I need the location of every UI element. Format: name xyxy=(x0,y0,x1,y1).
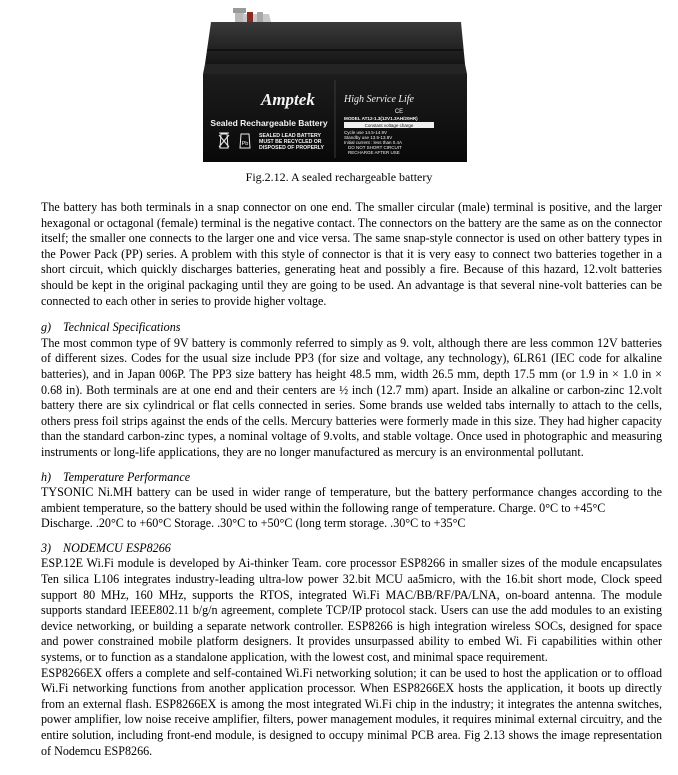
heading-technical-specifications: g) Technical Specifications xyxy=(41,320,181,335)
battery-brand: Amptek xyxy=(261,90,315,109)
battery-figure xyxy=(199,2,470,164)
battery-warning-recharge: RECHARGE AFTER USE xyxy=(348,150,400,155)
battery-top xyxy=(205,22,465,64)
heading-temperature-performance: h) Temperature Performance xyxy=(41,469,191,484)
battery-image xyxy=(199,2,470,164)
battery-label: Sealed Rechargeable Battery xyxy=(210,118,328,128)
battery-standby-use: Standby use 13.5-13.8V xyxy=(344,135,393,140)
battery-cycle-use: Cycle use 14.5-14.9V xyxy=(344,130,388,135)
svg-text:Pb: Pb xyxy=(241,141,249,147)
paragraph-temperature-ranges: Discharge. .20°C to +60°C Storage. .30°C to +50°C (long term storage. .30°C to +35°C xyxy=(41,516,466,531)
figure-caption: Fig.2.12. A sealed rechargeable battery xyxy=(245,170,433,184)
paragraph-esp8266ex: ESP8266EX offers a complete and self-contained Wi.Fi networking solution; it can be used to host the application or to offload Wi.Fi networking functions from another application processor. When ESP8266EX hosts the application, it boots up directly from an external flash. ESP8266EX is among the most integrated Wi.Fi chip in the industry; it integrates the antenna switches, power amplifier, low noise receive amplifier, filters, power management modules, it requires minimal external circuitry, and the entire solution, including front-end module, is designed to occupy minimal PCB area. Fig 2.13 shows the image representation of Nodemcu ESP8266. xyxy=(41,665,662,758)
recycle-text-3: DISPOSED OF PROPERLY xyxy=(259,145,324,151)
document-body xyxy=(41,200,662,759)
recycle-text-2: MUST BE RECYCLED OR xyxy=(259,139,322,145)
battery-model: MODEL AT12-1.3(12V1.3AH/20HR) xyxy=(344,116,418,121)
heading-nodemcu: 3) NODEMCU ESP8266 xyxy=(41,540,171,555)
battery-slogan: High Service Life xyxy=(344,94,414,105)
paragraph-temperature-performance: TYSONIC Ni.MH battery can be used in wider range of temperature, but the battery performance changes according to the ambient temperature, so the battery should be used within the following range of temperature. Charge. 0°C to +45°C xyxy=(41,485,662,515)
ce-mark: CE xyxy=(394,109,404,115)
recycle-text-1: SEALED LEAD BATTERY xyxy=(259,133,321,139)
paragraph-connector: The battery has both terminals in a snap connector on one end. The smaller circular (male) terminal is positive, and the larger hexagonal or octagonal (female) terminal is the negative contact. The connectors on the battery are the same as on the connector itself; the smaller one connects to the larger one and vice versa. The same snap-style connector is used on other battery types in the Power Pack (PP) series. A problem with this style of connector is that it is very easy to connect two batteries together in a short circuit, which quickly discharges batteries, generating heat and possibly a fire. Because of this hazard, 12.volt batteries should be kept in the original packaging until they are going to be used. An advantage is that several nine-volt batteries can be connected to each other in series to provide higher voltage. xyxy=(41,200,662,308)
paragraph-esp12e: ESP.12E Wi.Fi module is developed by Ai-thinker Team. core processor ESP8266 in smaller sizes of the module encapsulates Ten silica L106 integrates industry-leading ultra-low power 32.bit MCU aa5micro, with the 16.bit short mode, Clock speed support 80 MHz, 160 MHz, supports the RTOS, integrated Wi.Fi MAC/BB/RF/PA/LNA, on-board antenna. The module supports standard IEEE802.11 b/g/n agreement, complete TCP/IP protocol stack. Users can use the add modules to an existing device networking, or building a separate network controller. ESP8266 is high integration wireless SOCs, designed for space and power constrained mobile platform designers. It provides unsurpassed ability to embed Wi. Fi capabilities within other systems, or to function as a standalone application, with the lowest cost, and minimal space requirement. xyxy=(41,556,662,665)
paragraph-technical-specifications: The most common type of 9V battery is commonly referred to simply as 9. volt, although there are less common 12V batteries of different sizes. Codes for the usual size include PP3 (for size and voltage, any technology), 6LR61 (IEC code for alkaline batteries), and in Japan 006P. The PP3 size battery has height 48.5 mm, width 26.5 mm, depth 17.5 mm (or 1.9 in × 1.0 in × 0.68 in). Both terminals are at one end and their centers are ½ inch (12.7 mm) apart. Inside an alkaline or carbon-zinc 12.volt battery there are six cylindrical or flat cells connected in series. Some brands use welded tabs internally to attach to the cells, others press foil strips against the ends of the cells. Mercury batteries were formerly made in this size. They had higher capacity than the standard carbon-zinc types, a nominal voltage of 9.volts, and stable voltage. Once used in photographic and measuring instruments or long-life applications, they are no longer manufactured as mercury is an environmental pollutant. xyxy=(41,335,662,459)
battery-charge-title: Constant voltage charge xyxy=(364,123,414,128)
battery-initial-current: Initial current : less than 0.4A xyxy=(344,140,403,145)
battery-warning-short: DO NOT SHORT CIRCUIT xyxy=(348,145,402,150)
